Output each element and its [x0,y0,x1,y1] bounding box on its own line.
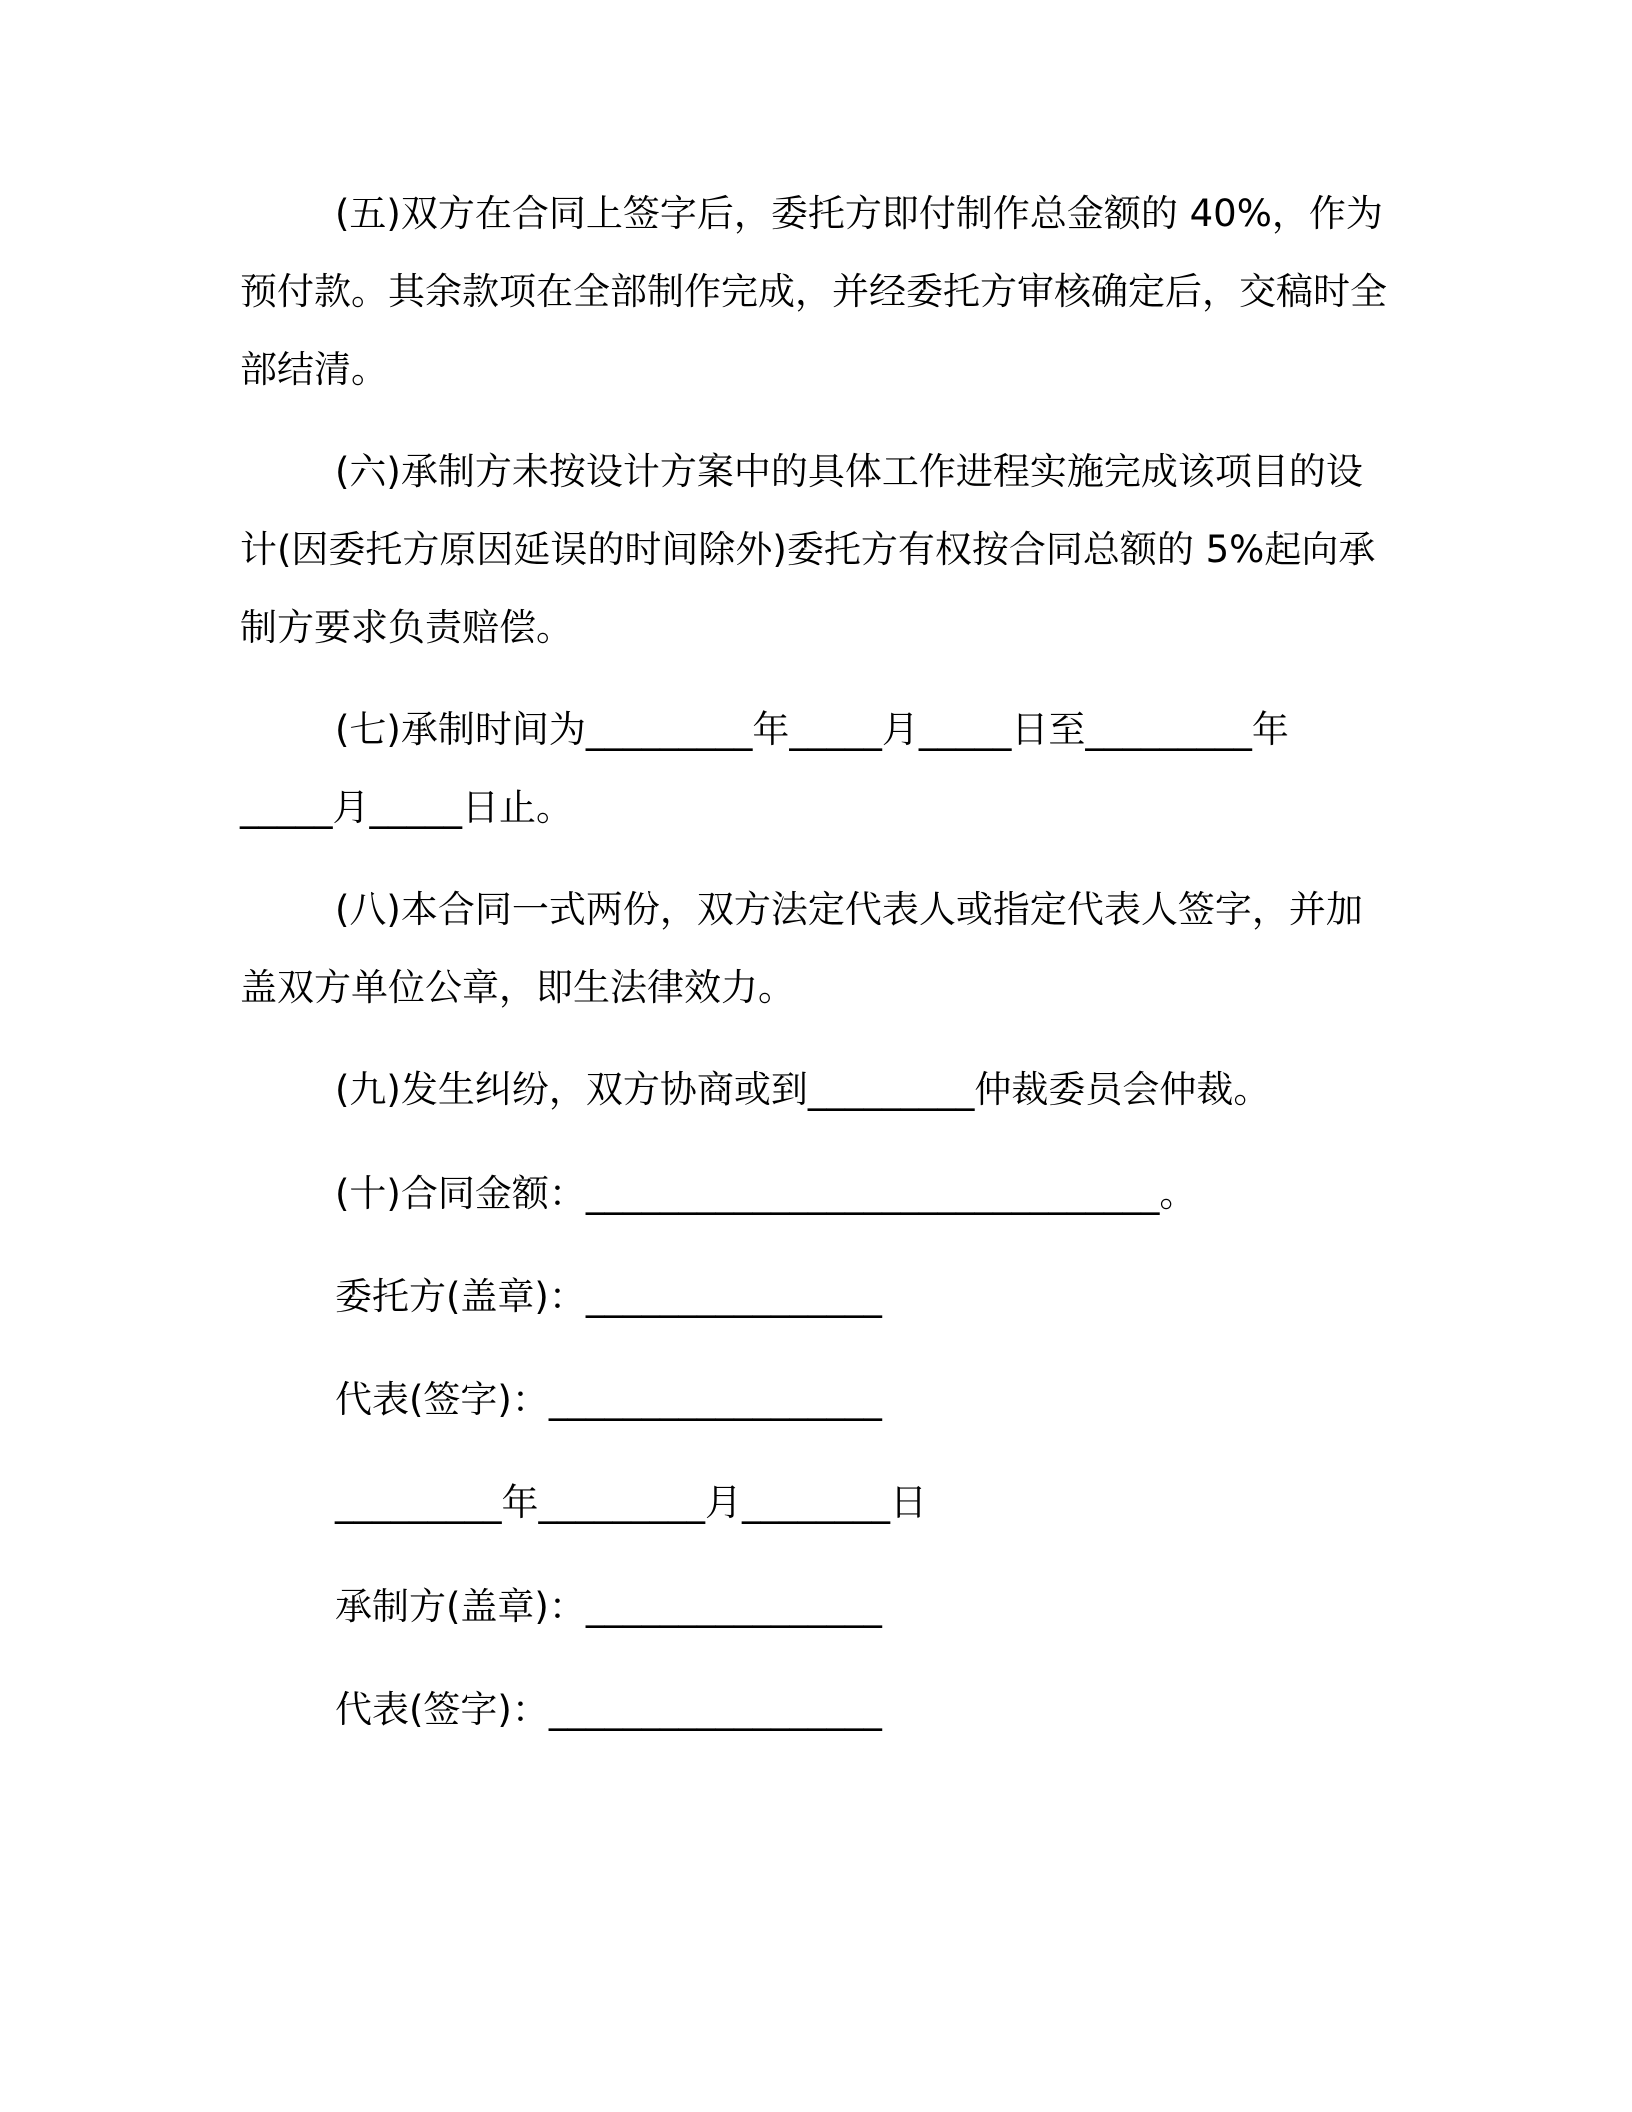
contractor-seal-line: 承制方(盖章)：________________ [335,1585,882,1628]
clause-8-paragraph: (八)本合同一式两份，双方法定代表人或指定代表人签字，并加盖双方单位公章，即生法律效力。 [240,888,1363,1009]
clause-7-line-1: (七)承制时间为_________年_____月_____日至_________年 [335,708,1289,751]
client-seal-line: 委托方(盖章)：________________ [335,1275,882,1318]
date-line: _________年_________月________日 [335,1481,927,1524]
clause-6-paragraph: (六)承制方未按设计方案中的具体工作进程实施完成该项目的设计(因委托方原因延误的时间除外)委托方有权按合同总额的 5%起向承制方要求负责赔偿。 [240,450,1376,649]
clause-5-paragraph: (五)双方在合同上签字后，委托方即付制作总金额的 40%，作为预付款。其余款项在全部制作完成，并经委托方审核确定后，交稿时全部结清。 [240,192,1387,391]
clause-10-contract-amount: (十)合同金额：_______________________________。 [335,1172,1197,1215]
client-representative-line: 代表(签字)：__________________ [335,1378,882,1421]
clause-7-line-2: _____月_____日止。 [240,786,573,829]
clause-9-line: (九)发生纠纷，双方协商或到_________仲裁委员会仲裁。 [335,1068,1271,1111]
contractor-representative-line: 代表(签字)：__________________ [335,1688,882,1731]
